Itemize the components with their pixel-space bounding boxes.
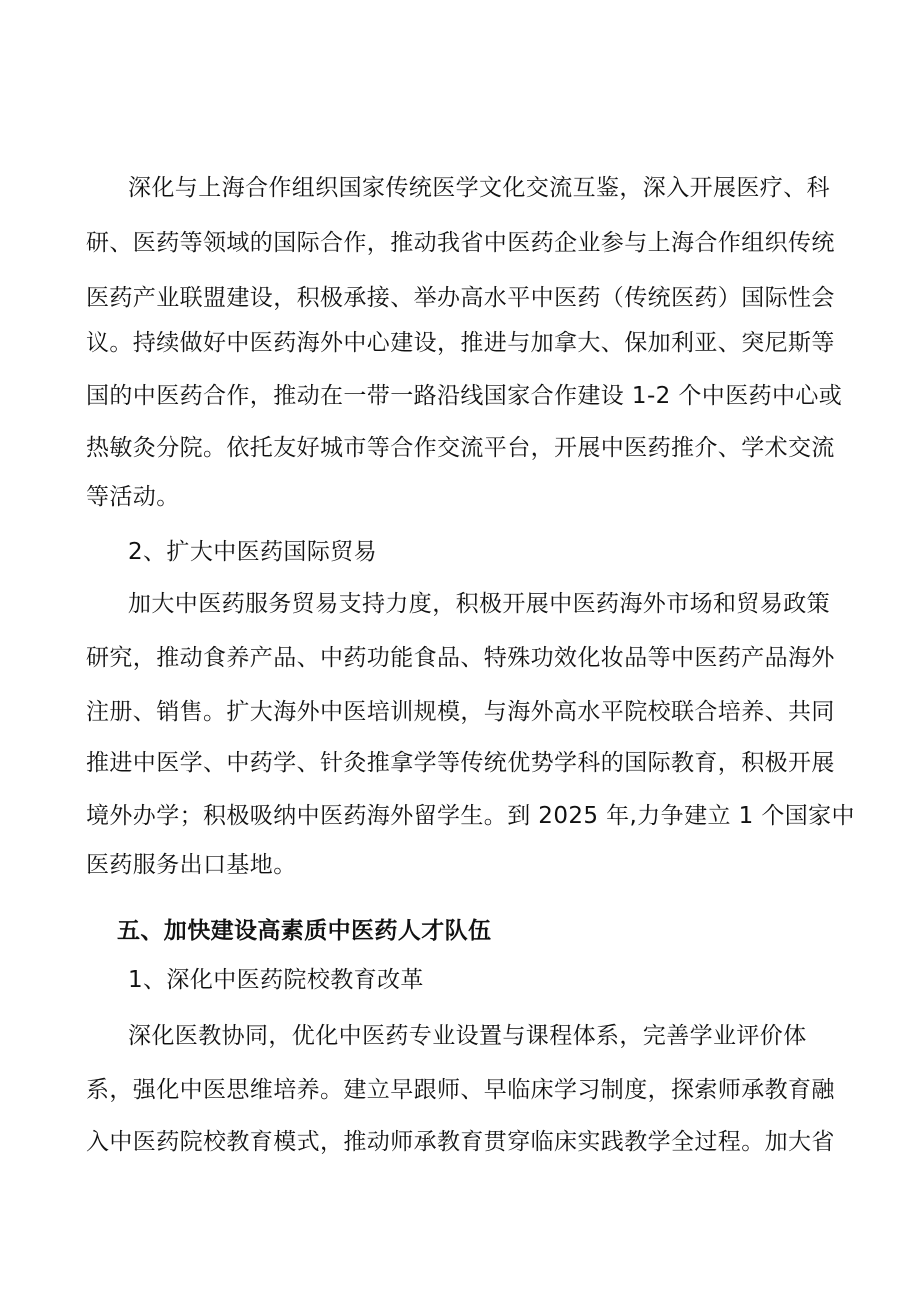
paragraph-2-text: 注册、销售。扩大海外中医培训规模，与海外高水平院校联合培养、共同 (86, 699, 835, 725)
section-heading-talent: 五、加快建设高素质中医药人才队伍 (117, 918, 492, 944)
paragraph-1-text: 热敏灸分院。依托友好城市等合作交流平台，开展中医药推介、学术交流 (86, 435, 835, 461)
paragraph-1-line (0, 328, 920, 358)
paragraph-2-line (0, 850, 920, 880)
paragraph-3-line (0, 1021, 920, 1051)
section-heading-line (0, 916, 920, 946)
paragraph-2-line (0, 589, 920, 619)
subheading-education-reform: 1、深化中医药院校教育改革 (128, 967, 424, 993)
paragraph-1-text: 深化与上海合作组织国家传统医学文化交流互鉴，深入开展医疗、科 (128, 175, 830, 201)
paragraph-2-text: 研究，推动食养产品、中药功能食品、特殊功效化妆品等中医药产品海外 (86, 645, 835, 671)
paragraph-3-line (0, 1075, 920, 1105)
paragraph-3-line (0, 1127, 920, 1157)
paragraph-3-text: 系，强化中医思维培养。建立早跟师、早临床学习制度，探索师承教育融 (86, 1077, 835, 1103)
paragraph-1-text: 研、医药等领域的国际合作，推动我省中医药企业参与上海合作组织传统 (86, 230, 835, 256)
paragraph-1-text: 国的中医药合作，推动在一带一路沿线国家合作建设 1-2 个中医药中心或 (86, 383, 843, 409)
paragraph-2-text: 医药服务出口基地。 (86, 852, 297, 878)
paragraph-2-text: 境外办学；积极吸纳中医药海外留学生。到 2025 年,力争建立 1 个国家中 (86, 803, 855, 829)
paragraph-2-text: 推进中医学、中药学、针灸推拿学等传统优势学科的国际教育，积极开展 (86, 750, 835, 776)
paragraph-2-text: 加大中医药服务贸易支持力度，积极开展中医药海外市场和贸易政策 (128, 591, 830, 617)
subheading-international-trade: 2、扩大中医药国际贸易 (128, 539, 378, 565)
paragraph-2-line (0, 801, 920, 831)
paragraph-1-text: 等活动。 (86, 484, 180, 510)
paragraph-3-text: 深化医教协同，优化中医药专业设置与课程体系，完善学业评价体 (128, 1023, 807, 1049)
subheading-line (0, 537, 920, 567)
paragraph-1-text: 议。持续做好中医药海外中心建设，推进与加拿大、保加利亚、突尼斯等 (86, 330, 835, 356)
paragraph-1-line (0, 283, 920, 313)
paragraph-2-line (0, 748, 920, 778)
paragraph-1-line (0, 482, 920, 512)
paragraph-2-line (0, 697, 920, 727)
paragraph-1-text: 医药产业联盟建设，积极承接、举办高水平中医药（传统医药）国际性会 (86, 285, 835, 311)
paragraph-1-line (0, 228, 920, 258)
subheading-line (0, 965, 920, 995)
paragraph-1-line (0, 381, 920, 411)
paragraph-3-text: 入中医药院校教育模式，推动师承教育贯穿临床实践教学全过程。加大省 (86, 1129, 835, 1155)
paragraph-1-line (0, 173, 920, 203)
paragraph-1-line (0, 433, 920, 463)
paragraph-2-line (0, 643, 920, 673)
